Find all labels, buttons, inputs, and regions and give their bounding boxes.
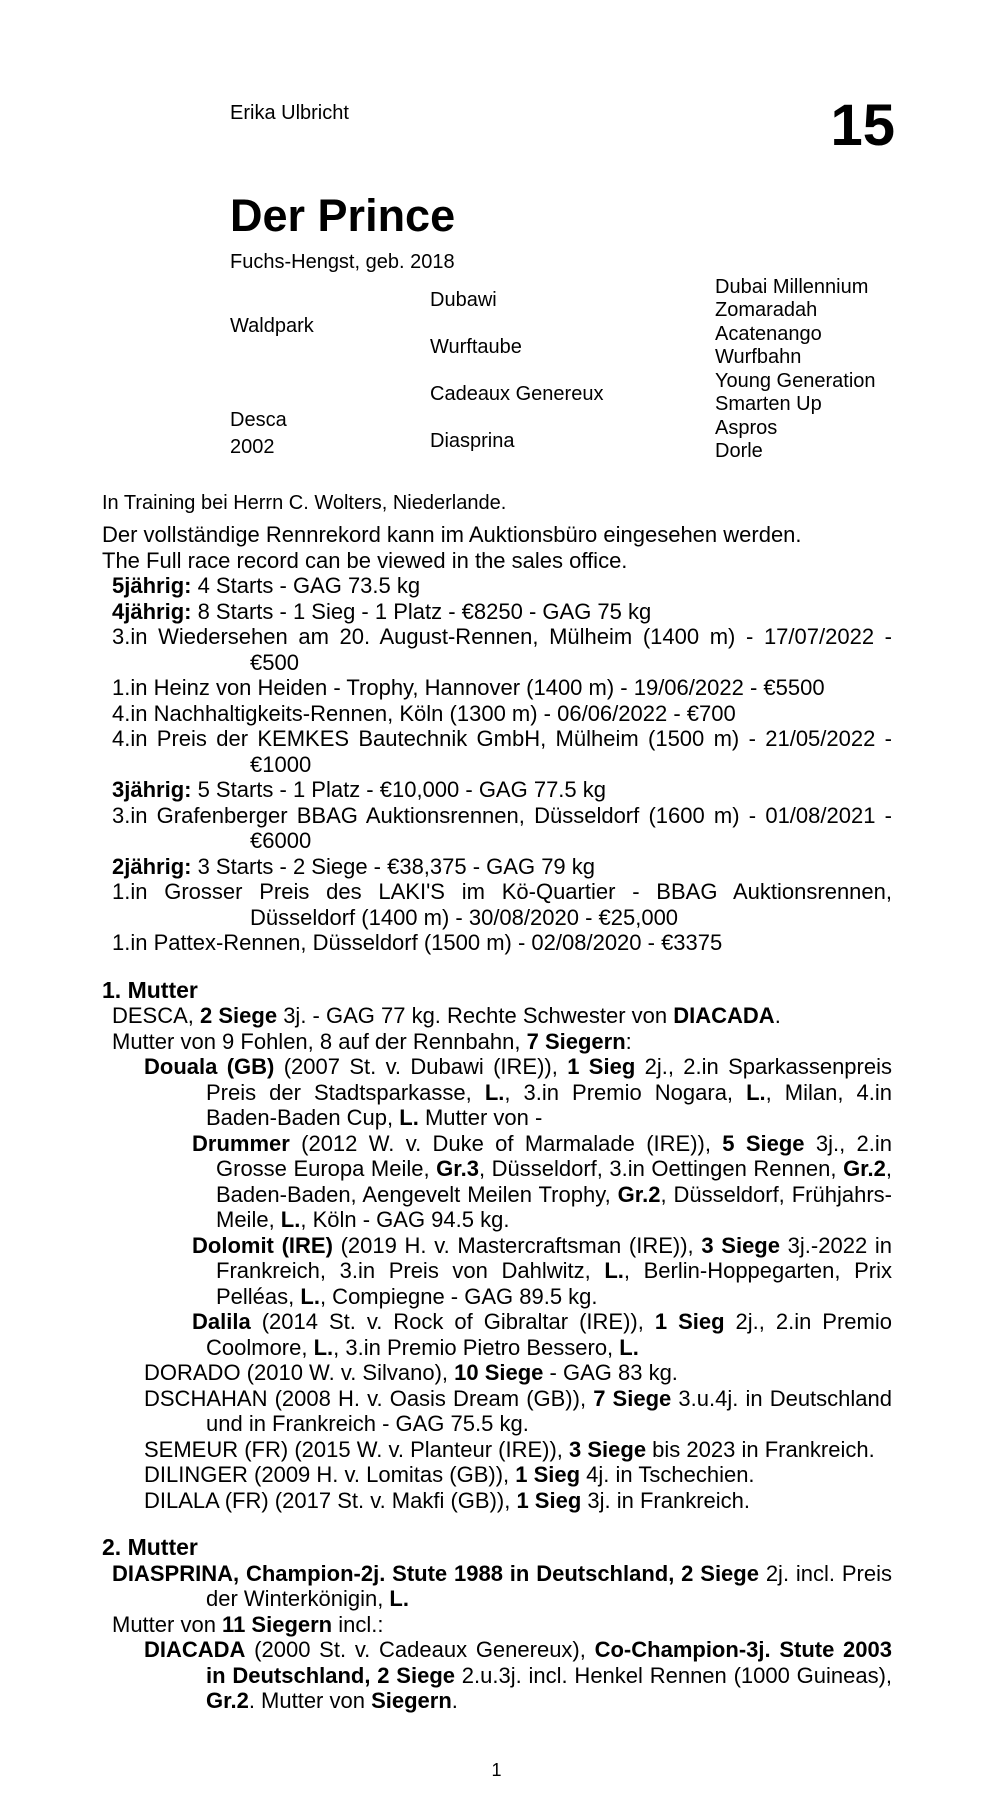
- offspring-dschahan: DSCHAHAN (2008 H. v. Oasis Dream (GB)), 7 Siege 3.u.4j. in Deutschland und in Frankreich - GAG 75.5 kg.: [144, 1385, 892, 1436]
- race-result: 1.in Grosser Preis des LAKI'S im Kö-Quartier - BBAG Auktionsrennen, Düsseldorf (1400 m) - 30/08/2020 - €25,000: [112, 879, 892, 930]
- horse-description: Fuchs-Hengst, geb. 2018: [230, 251, 455, 273]
- dam1-summary: DESCA, 2 Siege 3j. - GAG 77 kg. Rechte Schwester von DIACADA.: [112, 1003, 781, 1028]
- dam2-produce-summary: Mutter von 11 Siegern incl.:: [112, 1611, 384, 1637]
- race-result: 3.in Grafenberger BBAG Auktionsrennen, Düsseldorf (1600 m) - 01/08/2021 - €6000: [112, 802, 892, 853]
- offspring-dilala: DILALA (FR) (2017 St. v. Makfi (GB)), 1 Sieg 3j. in Frankreich.: [144, 1487, 750, 1513]
- record-4yo: 4jährig: 8 Starts - 1 Sieg - 1 Platz - €8250 - GAG 75 kg: [112, 598, 652, 624]
- record-3yo: 3jährig: 5 Starts - 1 Platz - €10,000 - GAG 77.5 kg: [112, 777, 606, 802]
- pedigree-gen3: Smarten Up: [715, 393, 822, 415]
- page-number: 1: [491, 1760, 502, 1780]
- offspring-diacada: DIACADA (2000 St. v. Cadeaux Genereux), Co-Champion-3j. Stute 2003 in Deutschland, 2 Siege 2.u.3j. incl. Henkel Rennen (1000 Guineas), Gr.2. Mutter von Siegern.: [144, 1637, 893, 1713]
- race-result: 1.in Heinz von Heiden - Trophy, Hannover (1400 m) - 19/06/2022 - €5500: [112, 675, 825, 700]
- horse-name: Der Prince: [230, 190, 456, 241]
- pedigree-sire: Waldpark: [230, 315, 314, 337]
- pedigree-gen3: Aspros: [715, 417, 778, 439]
- lot-number: 15: [830, 93, 895, 158]
- dam2-diasprina: DIASPRINA, Champion-2j. Stute 1988 in Deutschland, 2 Siege 2j. incl. Preis der Winterkönigin, L.: [112, 1560, 892, 1611]
- offspring-douala: Douala (GB) (2007 St. v. Dubawi (IRE)), 1 Sieg 2j., 2.in Sparkassenpreis Preis der Stadtsparkasse, L., 3.in Premio Nogara, L., Milan, 4.in Baden-Baden Cup, L. Mutter von -: [144, 1054, 893, 1130]
- race-result: 3.in Wiedersehen am 20. August-Rennen, Mülheim (1400 m) - 17/07/2022 - €500: [112, 624, 892, 675]
- pedigree-gen3: Acatenango: [715, 323, 822, 345]
- pedigree-dam: Desca: [230, 409, 287, 431]
- dam1-heading: 1. Mutter: [102, 976, 198, 1003]
- offspring-dorado: DORADO (2010 W. v. Silvano), 10 Siege - GAG 83 kg.: [144, 1360, 678, 1385]
- race-result: 4.in Preis der KEMKES Bautechnik GmbH, Mülheim (1500 m) - 21/05/2022 - €1000: [112, 726, 892, 777]
- main-content: [102, 522, 892, 1714]
- pedigree-gen3: Dorle: [715, 440, 763, 462]
- race-result: 1.in Pattex-Rennen, Düsseldorf (1500 m) - 02/08/2020 - €3375: [112, 930, 723, 955]
- pedigree-gen3: Wurfbahn: [715, 346, 802, 368]
- dam1-produce-summary: Mutter von 9 Fohlen, 8 auf der Rennbahn, 7 Siegern:: [112, 1028, 632, 1054]
- grandoffspring-dolomit: Dolomit (IRE) (2019 H. v. Mastercraftsman (IRE)), 3 Siege 3j.-2022 in Frankreich, 3.in Preis von Dahlwitz, L., Berlin-Hoppegarten, Prix Pelléas, L., Compiegne - GAG 89.5 kg.: [192, 1232, 892, 1309]
- pedigree-gen2: Diasprina: [430, 430, 515, 452]
- offspring-semeur: SEMEUR (FR) (2015 W. v. Planteur (IRE)), 3 Siege bis 2023 in Frankreich.: [144, 1436, 875, 1462]
- record-5yo: 5jährig: 4 Starts - GAG 73.5 kg: [112, 573, 421, 598]
- grandoffspring-drummer: Drummer (2012 W. v. Duke of Marmalade (IRE)), 5 Siege 3j., 2.in Grosse Europa Meile, Gr.3, Düsseldorf, 3.in Oettingen Rennen, Gr.2, Baden-Baden, Aengevelt Meilen Trophy, Gr.2, Düsseldorf, Frühjahrs-Meile, L., Köln - GAG 94.5 kg.: [192, 1130, 893, 1232]
- intro-de: Der vollständige Rennrekord kann im Auktionsbüro eingesehen werden.: [102, 522, 802, 547]
- offspring-dilinger: DILINGER (2009 H. v. Lomitas (GB)), 1 Sieg 4j. in Tschechien.: [144, 1462, 755, 1487]
- grandoffspring-dalila: Dalila (2014 St. v. Rock of Gibraltar (IRE)), 1 Sieg 2j., 2.in Premio Coolmore, L., 3.in Premio Pietro Bessero, L.: [192, 1309, 892, 1360]
- seller-name: Erika Ulbricht: [230, 102, 349, 124]
- pedigree-dam-year: 2002: [230, 436, 275, 458]
- pedigree-gen3: Zomaradah: [715, 299, 818, 321]
- pedigree-gen2: Wurftaube: [430, 336, 522, 358]
- pedigree-gen2: Dubawi: [430, 289, 497, 311]
- race-result: 4.in Nachhaltigkeits-Rennen, Köln (1300 m) - 06/06/2022 - €700: [112, 700, 736, 726]
- pedigree-gen3: Young Generation: [715, 370, 876, 392]
- training-note: In Training bei Herrn C. Wolters, Niederlande.: [102, 492, 507, 514]
- pedigree-gen2: Cadeaux Genereux: [430, 383, 604, 405]
- pedigree-gen3: Dubai Millennium: [715, 276, 869, 298]
- intro-en: The Full race record can be viewed in the sales office.: [102, 547, 628, 573]
- record-2yo: 2jährig: 3 Starts - 2 Siege - €38,375 - GAG 79 kg: [112, 853, 596, 879]
- dam2-heading: 2. Mutter: [102, 1534, 198, 1560]
